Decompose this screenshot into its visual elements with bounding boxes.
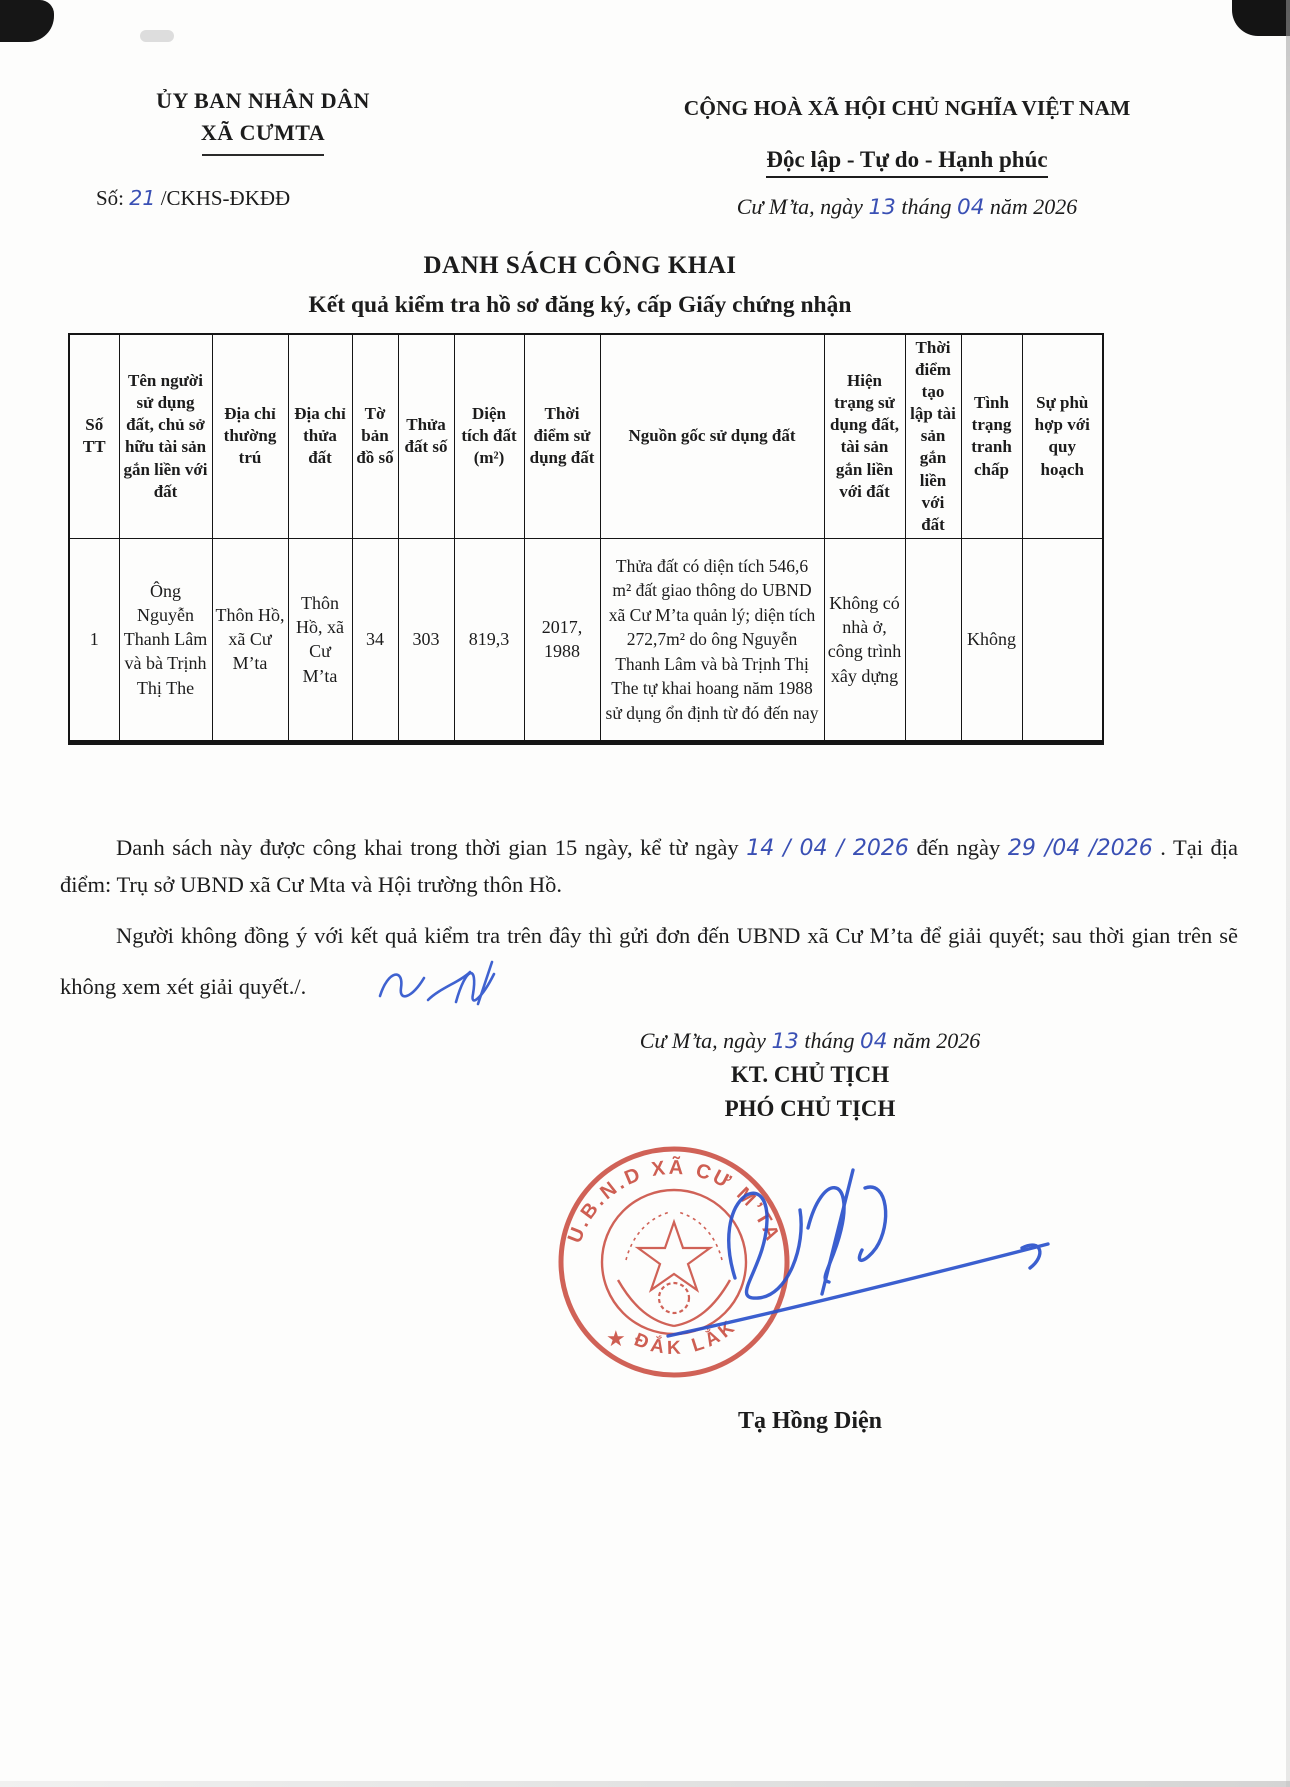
issuing-authority-block (78, 88, 448, 156)
col-header-dispute: Tình trạng tranh chấp (961, 334, 1022, 538)
document-title: DANH SÁCH CÔNG KHAI (423, 252, 737, 279)
header-left-divider (202, 154, 324, 156)
table-row (69, 538, 1103, 742)
closing-date-post: năm 2026 (892, 1028, 981, 1053)
col-header-origin: Nguồn gốc sử dụng đất (600, 334, 824, 538)
p1-location-text: . Tại địa điểm: Trụ sở UBND xã Cư Mta và Hội trường thôn Hồ. (60, 835, 1239, 897)
cell-parcel-address: Thôn Hồ, xã Cư M’ta (288, 538, 352, 742)
col-header-planning: Sự phù hợp với quy hoạch (1022, 334, 1103, 538)
scan-edge-bottom (0, 1781, 1290, 1787)
p2-text: Người không đồng ý với kết quả kiểm tra trên đây thì gửi đơn đến UBND xã Cư M’ta để giải quyết; sau thời gian trên sẽ không xem xét giải quyết./. (60, 923, 1238, 1000)
col-header-stt: Số TT (69, 334, 119, 538)
closing-date-day-handwritten: 13 (771, 1029, 799, 1054)
issuing-authority-line2: XÃ CƯMTA (200, 120, 326, 145)
cell-owner: Ông Nguyễn Thanh Lâm và bà Trịnh Thị The (119, 538, 212, 742)
document-number (96, 186, 290, 211)
closing-date-month-handwritten: 04 (860, 1029, 888, 1054)
national-motto: Độc lập - Tự do - Hạnh phúc (766, 147, 1047, 178)
p1-end-date-handwritten: 29 /04 /2026 (1007, 836, 1153, 861)
cell-map-sheet: 34 (352, 538, 398, 742)
document-subtitle: Kết quả kiểm tra hồ sơ đăng ký, cấp Giấy chứng nhận (308, 292, 852, 318)
cell-parcel-no: 303 (398, 538, 454, 742)
cell-origin: Thửa đất có diện tích 546,6 m² đất giao thông do UBND xã Cư M’ta quản lý; diện tích 272,7m² do ông Nguyễn Thanh Lâm và bà Trịnh Thị The tự khai hoang năm 1988 sử dụng ổn định từ đó đến nay (600, 538, 824, 742)
p1-start-date-handwritten: 14 / 04 / 2026 (746, 836, 909, 861)
scan-artifact-top-right (1232, 0, 1290, 36)
stamp-ring-bottom-text: ĐẮK LẮK (631, 1314, 742, 1359)
document-number-handwritten: 21 (129, 186, 156, 210)
issuing-authority-line1: ỦY BAN NHÂN DÂN (156, 88, 370, 113)
p1-text: Danh sách này được công khai trong thời gian 15 ngày, kể từ ngày (116, 835, 739, 860)
cell-use-time: 2017, 1988 (524, 538, 600, 742)
col-header-use-time: Thời điểm sử dụng đất (524, 334, 600, 538)
closing-date-pre: Cư M’ta, ngày (639, 1028, 766, 1053)
date-day-handwritten: 13 (868, 195, 896, 220)
stamp-ring-top-text: U.B.N.D XÃ CƯ M’TA (563, 1156, 785, 1247)
col-header-map-sheet: Tờ bản đồ số (352, 334, 398, 538)
public-disclosure-table (68, 333, 1104, 745)
complaint-instructions-paragraph (60, 918, 1238, 1024)
scan-edge-right (1286, 0, 1290, 1787)
scan-smudge (140, 30, 174, 42)
closing-date-line (540, 1028, 1080, 1054)
deputy-chairman-line: PHÓ CHỦ TỊCH (724, 1096, 896, 1121)
p1-mid-text: đến ngày (916, 835, 1001, 860)
national-motto-block (596, 96, 1218, 220)
publication-period-paragraph (60, 830, 1238, 903)
date-mid: tháng (901, 194, 952, 219)
col-header-current-status: Hiện trạng sử dụng đất, tài sản gắn liền với đất (824, 334, 905, 538)
cell-asset-creation (905, 538, 961, 742)
table-header-row (69, 334, 1103, 538)
cell-residence: Thôn Hồ, xã Cư M’ta (212, 538, 288, 742)
col-header-asset-creation: Thời điểm tạo lập tài sản gắn liền với đất (905, 334, 961, 538)
signature-ink (640, 1128, 1070, 1368)
cell-current-status: Không có nhà ở, công trình xây dựng (824, 538, 905, 742)
initials-ink-mark (318, 954, 504, 1023)
document-number-suffix: /CKHS-ĐKĐĐ (160, 186, 291, 210)
date-post: năm 2026 (989, 194, 1078, 219)
cell-stt: 1 (69, 538, 119, 742)
closing-date-mid: tháng (804, 1028, 855, 1053)
cell-dispute: Không (961, 538, 1022, 742)
col-header-parcel-no: Thửa đất số (398, 334, 454, 538)
document-number-prefix: Số: (96, 186, 125, 210)
scan-artifact-top-left (0, 0, 54, 42)
date-pre: Cư M’ta, ngày (736, 194, 863, 219)
national-title: CỘNG HOÀ XÃ HỘI CHỦ NGHĨA VIỆT NAM (683, 96, 1131, 120)
col-header-owner: Tên người sử dụng đất, chủ sở hữu tài sản gắn liền với đất (119, 334, 212, 538)
col-header-parcel-address: Địa chỉ thửa đất (288, 334, 352, 538)
cell-area: 819,3 (454, 538, 524, 742)
header-date-line (596, 194, 1218, 220)
signer-name: Tạ Hồng Diện (737, 1408, 883, 1434)
stamp-star-icon: ★ (606, 1326, 626, 1351)
document-title-block (0, 252, 1160, 319)
date-month-handwritten: 04 (957, 195, 985, 220)
col-header-residence: Địa chỉ thường trú (212, 334, 288, 538)
col-header-area: Diện tích đất (m²) (454, 334, 524, 538)
kt-chairman-line: KT. CHỦ TỊCH (730, 1062, 890, 1087)
cell-planning (1022, 538, 1103, 742)
